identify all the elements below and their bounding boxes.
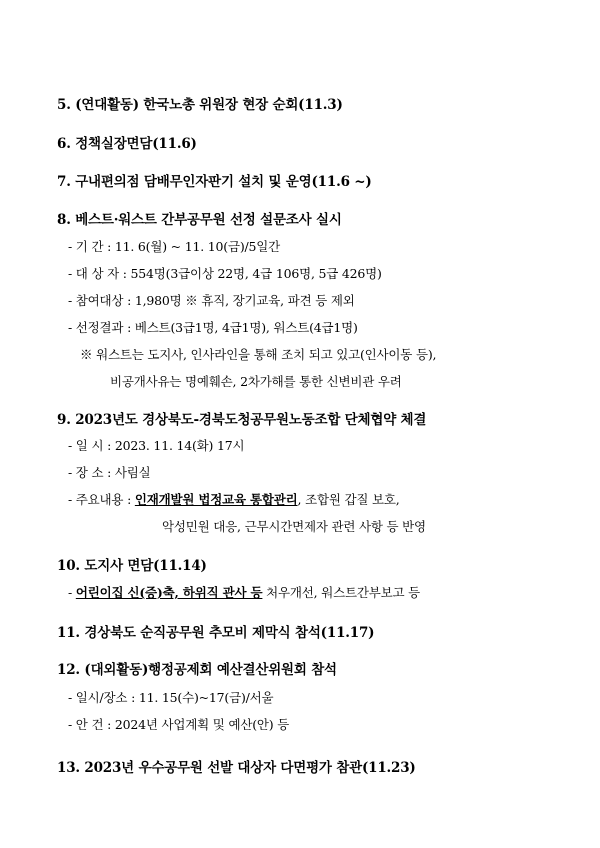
item-9-content-underlined: 인재개발원 법정교육 통합관리 bbox=[134, 492, 298, 507]
item-9-heading: 9. 2023년도 경상북도-경북도청공무원노동조합 단체협약 체결 bbox=[57, 412, 427, 428]
item-8-note-line-1: ※ 워스트는 도지사, 인사라인을 통해 조치 되고 있고(인사이동 등), bbox=[80, 347, 437, 362]
item-9-content-prefix: - 주요내용 : bbox=[68, 492, 135, 507]
item-7-heading: 7. 구내편의점 담배무인자판기 설치 및 운영(11.6 ~) bbox=[57, 174, 372, 190]
item-9-content-line-2: 악성민원 대응, 근무시간면제자 관련 사항 등 반영 bbox=[162, 519, 426, 534]
item-8-target: - 대 상 자 : 554명(3급이상 22명, 4급 106명, 5급 426명) bbox=[68, 266, 382, 281]
item-10-detail-underlined: 어린이집 신(증)축, 하위직 관사 등 bbox=[75, 585, 263, 600]
item-8-period: - 기 간 : 11. 6(월) ~ 11. 10(금)/5일간 bbox=[68, 239, 281, 254]
item-10-detail-prefix: - bbox=[68, 585, 76, 600]
item-8-note-line-2: 비공개사유는 명예훼손, 2차가해를 통한 신변비관 우려 bbox=[110, 374, 402, 389]
item-10-detail bbox=[68, 583, 420, 601]
item-8-result: - 선정결과 : 베스트(3급1명, 4급1명), 워스트(4급1명) bbox=[68, 320, 358, 335]
item-10-detail-rest: 처우개선, 워스트간부보고 등 bbox=[262, 585, 420, 600]
item-13-heading: 13. 2023년 우수공무원 선발 대상자 다면평가 참관(11.23) bbox=[57, 760, 416, 776]
item-9-place: - 장 소 : 사림실 bbox=[68, 465, 151, 480]
item-12-agenda: - 안 건 : 2024년 사업계획 및 예산(안) 등 bbox=[68, 717, 290, 732]
item-10-heading: 10. 도지사 면담(11.14) bbox=[57, 558, 207, 574]
item-8-heading: 8. 베스트·워스트 간부공무원 선정 설문조사 실시 bbox=[57, 212, 342, 228]
item-12-heading: 12. (대외활동)행정공제회 예산결산위원회 참석 bbox=[57, 662, 337, 678]
item-8-participants: - 참여대상 : 1,980명 ※ 휴직, 장기교육, 파견 등 제외 bbox=[68, 293, 355, 308]
item-9-content bbox=[68, 490, 400, 508]
item-9-datetime: - 일 시 : 2023. 11. 14(화) 17시 bbox=[68, 438, 245, 453]
item-9-content-rest: , 조합원 갑질 보호, bbox=[297, 492, 400, 507]
item-5-heading: 5. (연대활동) 한국노총 위원장 현장 순회(11.3) bbox=[57, 97, 343, 113]
item-6-heading: 6. 정책실장면담(11.6) bbox=[57, 136, 197, 152]
item-12-datetime-place: - 일시/장소 : 11. 15(수)~17(금)/서울 bbox=[68, 690, 274, 705]
item-11-heading: 11. 경상북도 순직공무원 추모비 제막식 참석(11.17) bbox=[57, 625, 375, 641]
